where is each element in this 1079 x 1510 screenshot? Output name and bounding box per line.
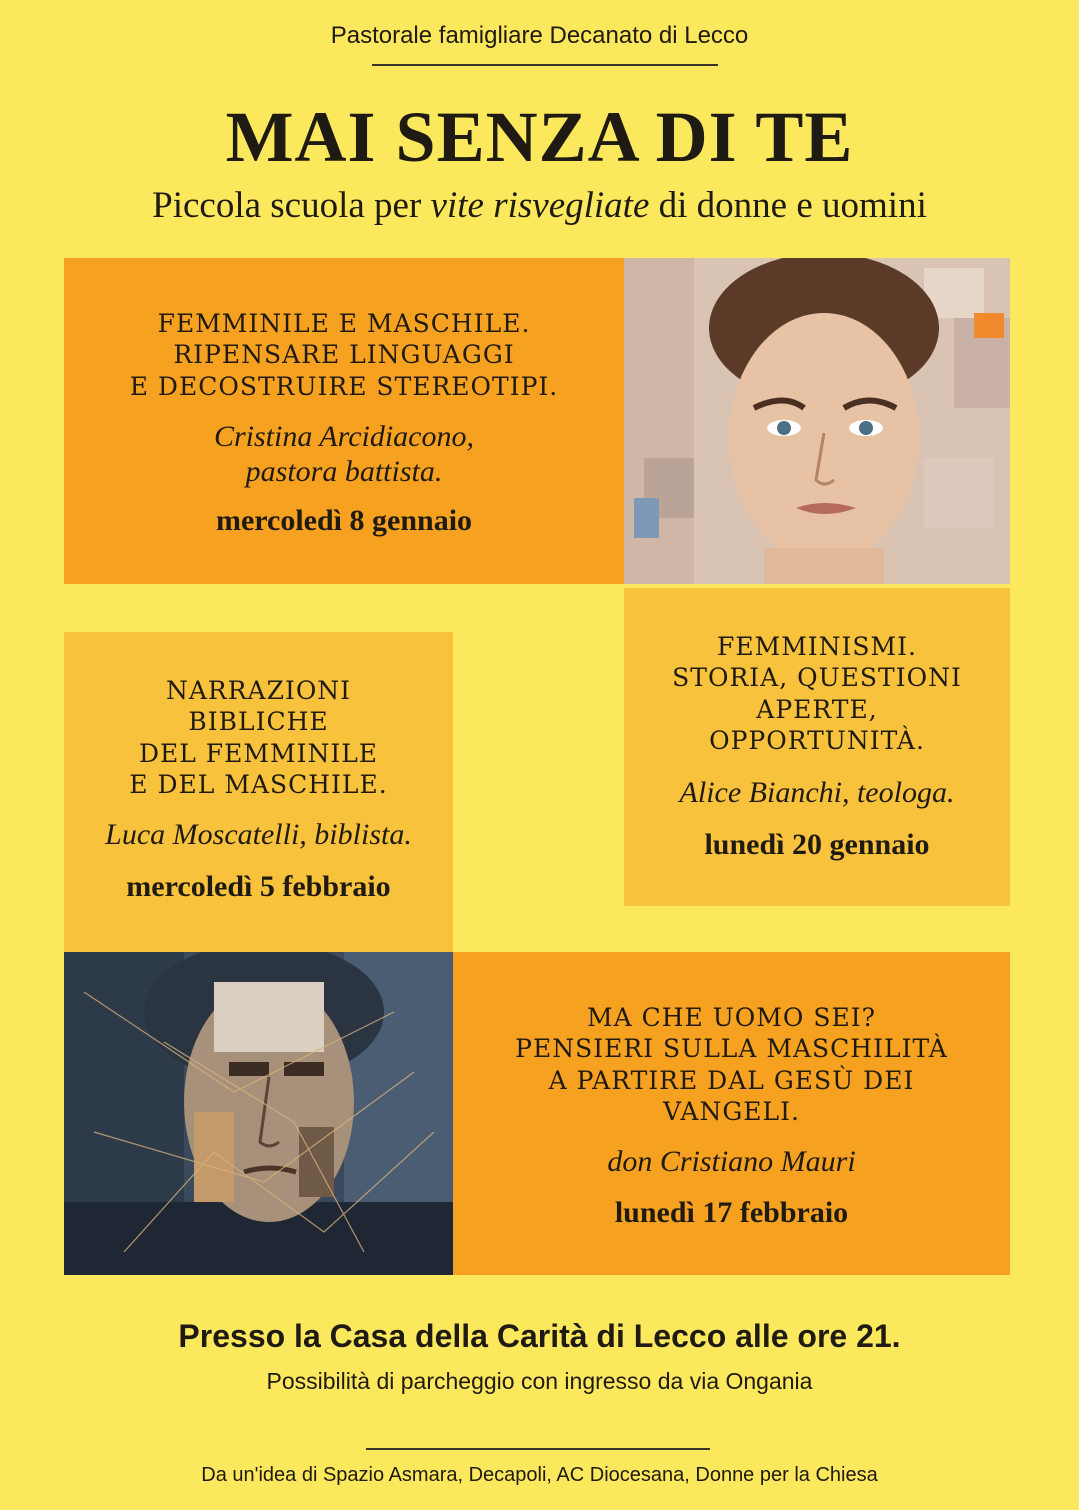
woman-portrait-image bbox=[624, 258, 1010, 584]
topic-line: NARRAZIONI bbox=[165, 676, 352, 705]
speaker-line: Cristina Arcidiacono, bbox=[213, 420, 474, 453]
event-speaker bbox=[64, 420, 624, 489]
topic-line: E DECOSTRUIRE STEREOTIPI. bbox=[129, 371, 559, 401]
event-date: mercoledì 8 gennaio bbox=[215, 504, 473, 537]
topic-line: BIBLICHE bbox=[188, 707, 329, 737]
topic-line: FEMMINISMI. bbox=[717, 632, 917, 661]
topic-line: FEMMINILE E MASCHILE. bbox=[157, 309, 531, 338]
venue-info: Presso la Casa della Carità di Lecco alle ore 21. bbox=[178, 1318, 901, 1354]
topic-line: MA CHE UOMO SEI? bbox=[587, 1003, 876, 1032]
parking-info: Possibilità di parcheggio con ingresso da via Ongania bbox=[266, 1368, 813, 1394]
speaker-line: pastora battista. bbox=[245, 454, 443, 488]
topic-line: PENSIERI SULLA MASCHILITÀ bbox=[515, 1034, 948, 1064]
speaker-line: don Cristiano Mauri bbox=[607, 1145, 856, 1178]
subtitle-post: di donne e uomini bbox=[649, 185, 927, 226]
event-speaker bbox=[64, 818, 453, 853]
event-topic bbox=[64, 308, 624, 402]
event-card-2 bbox=[624, 588, 1010, 906]
poster-title: MAI SENZA DI TE bbox=[225, 97, 854, 177]
header-divider bbox=[372, 64, 718, 66]
topic-line: OPPORTUNITÀ. bbox=[709, 725, 925, 755]
man-portrait-image bbox=[64, 952, 453, 1275]
event-speaker bbox=[453, 1145, 1010, 1180]
topic-line: A PARTIRE DAL GESÙ DEI bbox=[548, 1065, 915, 1095]
subtitle-emphasis: vite risvegliate bbox=[430, 185, 650, 226]
man-portrait-painting bbox=[64, 952, 453, 1275]
credits: Da un'idea di Spazio Asmara, Decapoli, AC Diocesana, Donne per la Chiesa bbox=[201, 1464, 878, 1486]
topic-line: STORIA, QUESTIONI bbox=[672, 663, 962, 693]
speaker-line: Alice Bianchi, teologa. bbox=[679, 776, 955, 809]
footer-divider bbox=[366, 1448, 710, 1450]
event-date: mercoledì 5 febbraio bbox=[126, 870, 391, 903]
subtitle-pre: Piccola scuola per bbox=[152, 185, 431, 226]
topic-line: E DEL MASCHILE. bbox=[129, 769, 388, 799]
topic-line: APERTE, bbox=[756, 694, 878, 724]
event-topic bbox=[64, 675, 453, 800]
event-card-1 bbox=[64, 258, 624, 584]
speaker-line: Luca Moscatelli, biblista. bbox=[105, 818, 412, 851]
event-date: lunedì 17 febbraio bbox=[614, 1196, 849, 1229]
woman-portrait-painting bbox=[624, 258, 1010, 584]
event-date: lunedì 20 gennaio bbox=[704, 828, 930, 861]
organizer: Pastorale famigliare Decanato di Lecco bbox=[330, 22, 749, 49]
event-speaker bbox=[624, 776, 1010, 811]
event-topic bbox=[624, 631, 1010, 756]
event-card-3 bbox=[64, 632, 453, 952]
event-card-4 bbox=[453, 952, 1010, 1275]
topic-line: RIPENSARE LINGUAGGI bbox=[173, 340, 515, 370]
poster-subtitle bbox=[0, 184, 1079, 227]
event-topic bbox=[453, 1002, 1010, 1127]
topic-line: VANGELI. bbox=[663, 1096, 800, 1126]
topic-line: DEL FEMMINILE bbox=[138, 738, 379, 768]
